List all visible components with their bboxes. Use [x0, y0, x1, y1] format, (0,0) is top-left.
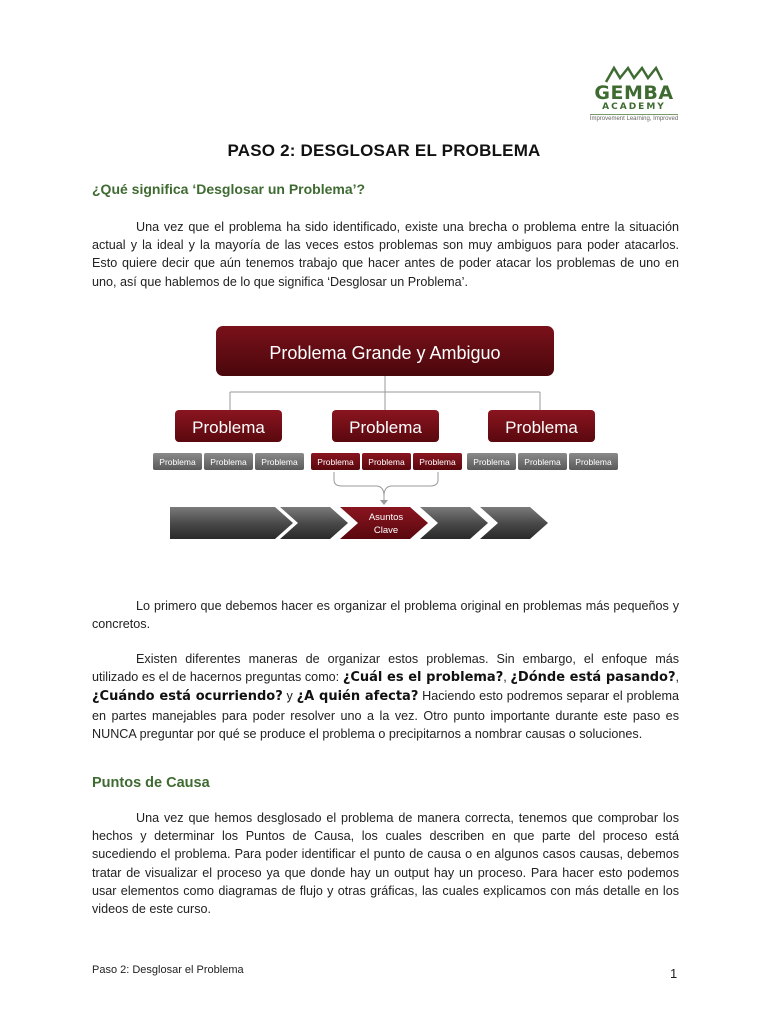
key-issues-label-1: Asuntos — [368, 512, 404, 523]
questions-intro: Existen diferentes maneras de organizar estos problemas. Sin embargo, el enfoque más utilizado es el de hacernos preguntas como: — [92, 652, 679, 685]
mid-problem-label-2: Problema — [349, 418, 422, 437]
separator: y — [282, 689, 297, 704]
section-heading-puntos-de-causa: Puntos de Causa — [92, 775, 210, 791]
problem-breakdown-diagram — [150, 322, 630, 546]
separator: , — [675, 670, 679, 685]
logo-name: GEMBA — [594, 82, 674, 104]
logo-divider — [590, 114, 678, 115]
sub-problem-label: Problema — [419, 457, 456, 467]
logo-tagline: Improvement Learning, Improved — [589, 116, 679, 122]
page-number: 1 — [670, 966, 678, 981]
chevron-arrow-3 — [420, 507, 488, 539]
intro-paragraph-text: Una vez que el problema ha sido identificado, existe una brecha o problema entre la situación actual y la ideal y la mayoría de las veces estos problemas son muy ambiguos para poder atacarlos. Esto quiere decir que aún tenemos trabajo que hacer antes de poder atacar los problemas de uno en uno, así que hablemos de lo que significa ‘Desglosar un Problema’. — [92, 220, 679, 289]
question-what: ¿Cuál es el problema? — [342, 670, 504, 686]
separator: , — [503, 670, 511, 685]
bracket — [334, 472, 438, 496]
connector-lines — [230, 376, 540, 410]
sub-problem-label: Problema — [368, 457, 405, 467]
sub-problem-label: Problema — [261, 457, 298, 467]
organize-paragraph — [92, 597, 679, 633]
questions-conclusion: Haciendo esto podremos separar el problema en partes manejables para poder resolver uno a la vez. Otro punto importante durante este paso es NUNCA preguntar por qué se produce el problema o precipitarnos a nombrar causas o soluciones. — [92, 689, 680, 741]
key-issues-label-2: Clave — [373, 525, 399, 536]
cause-points-paragraph-text: Una vez que hemos desglosado el problema de manera correcta, tenemos que comprobar los hechos y determinar los Puntos de Causa, los cuales describen en que parte del proceso está sucediendo el problema. Para poder identificar el punto de causa o en algunos casos causas, debemos tratar de visualizar el proceso ya que donde hay un output hay un proceso. Para hacer esto podemos usar elementos como diagramas de flujo y otras gráficas, las cuales explicamos con más detalle en los videos de este curso. — [92, 811, 679, 917]
mid-problem-label-3: Problema — [505, 418, 578, 437]
logo-mountains-icon — [606, 68, 662, 82]
question-where: ¿Dónde está pasando? — [510, 670, 676, 686]
top-problem-label: Problema Grande y Ambiguo — [269, 343, 501, 363]
section-heading-desglosar: ¿Qué significa ‘Desglosar un Problema’? — [92, 181, 366, 197]
chevron-arrow-4 — [480, 507, 548, 539]
intro-paragraph — [92, 218, 679, 291]
sub-problem-label: Problema — [159, 457, 196, 467]
sub-problem-label: Problema — [473, 457, 510, 467]
questions-paragraph — [92, 650, 679, 743]
mid-problem-label-1: Problema — [192, 418, 265, 437]
organize-paragraph-text: Lo primero que debemos hacer es organizar el problema original en problemas más pequeños y concretos. — [92, 599, 679, 632]
sub-problem-label: Problema — [317, 457, 354, 467]
logo-subtitle: ACADEMY — [602, 102, 666, 112]
page-title: PASO 2: DESGLOSAR EL PROBLEMA — [227, 141, 541, 160]
sub-problem-label: Problema — [210, 457, 247, 467]
sub-problem-label: Problema — [524, 457, 561, 467]
bracket-arrow-icon — [380, 500, 388, 505]
cause-points-paragraph — [92, 809, 679, 918]
question-when: ¿Cuándo está ocurriendo? — [92, 689, 283, 705]
question-who: ¿A quién afecta? — [296, 689, 419, 705]
footer-document-title: Paso 2: Desglosar el Problema — [92, 964, 244, 976]
sub-problem-label: Problema — [575, 457, 612, 467]
